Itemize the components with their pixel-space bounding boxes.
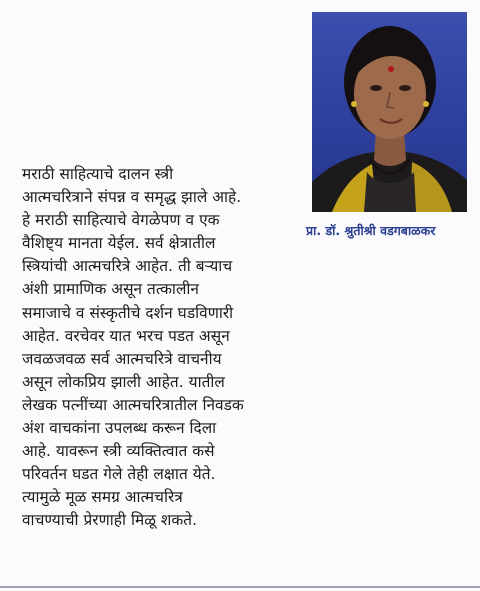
article-line: अंशी प्रामाणिक असून तत्कालीन [22, 280, 200, 299]
article-line: असून लोकप्रिय झाली आहेत. यातील [22, 372, 225, 391]
article-line: आहेत. वरचेवर यात भरच पडत असून [22, 326, 230, 345]
divider-rule [0, 586, 480, 588]
article-line: अंश वाचकांना उपलब्ध करून दिला [22, 419, 217, 438]
article-line: त्यामुळे मूळ समग्र आत्मचरित्र [22, 488, 183, 507]
author-photo [312, 12, 467, 212]
article-line: हे मराठी साहित्याचे वेगळेपण व एक [22, 211, 220, 230]
article-body [22, 163, 314, 533]
article-line: वैशिष्ट्य मानता येईल. सर्व क्षेत्रातील [22, 234, 216, 253]
article-line: जवळजवळ सर्व आत्मचरित्रे वाचनीय [22, 349, 222, 368]
article-line: समाजाचे व संस्कृतीचे दर्शन घडविणारी [22, 303, 234, 322]
article-line: परिवर्तन घडत गेले तेही लक्षात येते. [22, 465, 216, 484]
author-caption: प्रा. डॉ. श्रुतीश्री वडगबाळकर [306, 223, 436, 238]
article-line: मराठी साहित्याचे दालन स्त्री [22, 165, 174, 183]
article-line: लेखक पत्नींच्या आत्मचरित्रातील निवडक [22, 395, 244, 414]
article-line: आत्मचरित्राने संपन्न व समृद्ध झाले आहे. [22, 188, 242, 207]
article-line: आहे. यावरून स्त्री व्यक्तित्वात कसे [22, 442, 215, 461]
article-line: स्त्रियांची आत्मचरित्रे आहेत. ती बऱ्याच [22, 257, 233, 276]
article-line: वाचण्याची प्रेरणाही मिळू शकते. [22, 511, 198, 530]
portrait-photo-icon [312, 12, 467, 212]
